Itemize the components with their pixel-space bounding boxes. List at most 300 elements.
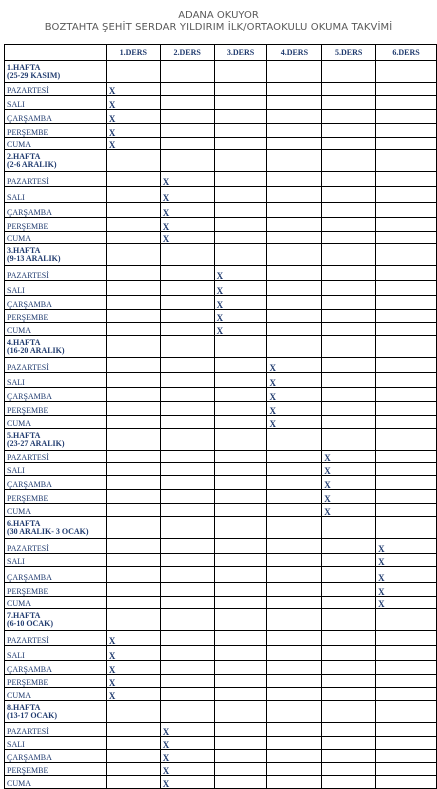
day-row <box>5 737 437 750</box>
day-name-cell: CUMA <box>5 776 107 789</box>
empty-cell <box>267 296 322 310</box>
empty-cell <box>106 172 160 187</box>
reading-mark-cell: X <box>214 296 267 310</box>
column-header-ders-4: 4.DERS <box>267 45 322 61</box>
empty-cell <box>214 776 267 789</box>
empty-cell <box>322 609 376 631</box>
empty-cell <box>160 138 214 150</box>
day-row <box>5 688 437 701</box>
week-label-cell <box>5 517 107 539</box>
day-row <box>5 504 437 517</box>
empty-cell <box>106 244 160 266</box>
week-label: 2.HAFTA <box>7 151 41 161</box>
week-label-cell <box>5 429 107 451</box>
empty-cell <box>376 723 437 737</box>
empty-cell <box>214 609 267 631</box>
empty-cell <box>376 701 437 723</box>
empty-cell <box>376 336 437 358</box>
reading-mark-cell: X <box>214 266 267 281</box>
empty-cell <box>322 138 376 150</box>
week-header-row <box>5 609 437 631</box>
empty-cell <box>267 504 322 517</box>
day-row <box>5 310 437 323</box>
day-name-cell: PERŞEMBE <box>5 675 107 688</box>
empty-cell <box>160 124 214 138</box>
day-row <box>5 296 437 310</box>
day-row <box>5 187 437 203</box>
empty-cell <box>160 539 214 554</box>
empty-cell <box>267 737 322 750</box>
empty-cell <box>214 451 267 463</box>
empty-cell <box>376 776 437 789</box>
empty-cell <box>214 476 267 490</box>
empty-cell <box>106 388 160 402</box>
empty-cell <box>106 763 160 776</box>
empty-cell <box>376 373 437 388</box>
reading-mark-cell: X <box>214 281 267 296</box>
week-label: 6.HAFTA <box>7 518 41 528</box>
empty-cell <box>267 517 322 539</box>
empty-cell <box>267 609 322 631</box>
header-row <box>5 45 437 61</box>
empty-cell <box>214 567 267 583</box>
empty-cell <box>160 110 214 124</box>
empty-cell <box>267 597 322 609</box>
empty-cell <box>214 661 267 675</box>
week-dates: (9-13 ARALIK) <box>7 253 61 263</box>
empty-cell <box>376 232 437 244</box>
empty-cell <box>160 83 214 96</box>
day-row <box>5 388 437 402</box>
day-row <box>5 232 437 244</box>
day-name-cell: PERŞEMBE <box>5 124 107 138</box>
reading-mark-cell: X <box>160 218 214 232</box>
day-name-cell: PERŞEMBE <box>5 218 107 232</box>
reading-mark-cell: X <box>214 310 267 323</box>
day-name-cell: CUMA <box>5 504 107 517</box>
day-row <box>5 583 437 597</box>
reading-mark-cell: X <box>267 373 322 388</box>
reading-mark-cell: X <box>160 172 214 187</box>
empty-cell <box>322 187 376 203</box>
empty-cell <box>106 609 160 631</box>
day-row <box>5 567 437 583</box>
empty-cell <box>214 373 267 388</box>
empty-cell <box>376 281 437 296</box>
empty-cell <box>160 244 214 266</box>
day-row <box>5 83 437 96</box>
day-row <box>5 373 437 388</box>
day-row <box>5 463 437 476</box>
empty-cell <box>376 429 437 451</box>
empty-cell <box>267 323 322 336</box>
empty-cell <box>267 701 322 723</box>
week-dates: (23-27 ARALIK) <box>7 438 65 448</box>
day-row <box>5 675 437 688</box>
week-label-cell <box>5 701 107 723</box>
day-name-cell: CUMA <box>5 416 107 429</box>
empty-cell <box>160 61 214 83</box>
empty-cell <box>322 646 376 661</box>
empty-cell <box>160 490 214 504</box>
empty-cell <box>376 463 437 476</box>
empty-cell <box>160 281 214 296</box>
day-row <box>5 661 437 675</box>
empty-cell <box>160 96 214 110</box>
empty-cell <box>160 416 214 429</box>
day-name-cell: SALI <box>5 281 107 296</box>
empty-cell <box>160 150 214 172</box>
empty-cell <box>376 124 437 138</box>
reading-mark-cell: X <box>376 539 437 554</box>
empty-cell <box>322 675 376 688</box>
empty-cell <box>322 150 376 172</box>
empty-cell <box>106 476 160 490</box>
empty-cell <box>376 476 437 490</box>
empty-cell <box>214 517 267 539</box>
empty-cell <box>214 138 267 150</box>
empty-cell <box>214 631 267 646</box>
empty-cell <box>106 310 160 323</box>
reading-mark-cell: X <box>322 504 376 517</box>
column-header-ders-3: 3.DERS <box>214 45 267 61</box>
day-name-cell: SALI <box>5 737 107 750</box>
empty-cell <box>214 646 267 661</box>
empty-cell <box>376 138 437 150</box>
reading-mark-cell: X <box>106 688 160 701</box>
empty-cell <box>267 661 322 675</box>
week-dates: (25-29 KASIM) <box>7 70 61 80</box>
column-header-ders-1: 1.DERS <box>106 45 160 61</box>
empty-cell <box>106 203 160 218</box>
day-row <box>5 203 437 218</box>
empty-cell <box>322 723 376 737</box>
empty-cell <box>322 554 376 567</box>
day-name-cell: SALI <box>5 187 107 203</box>
empty-cell <box>214 96 267 110</box>
week-label: 1.HAFTA <box>7 62 41 72</box>
empty-cell <box>376 661 437 675</box>
week-header-row <box>5 336 437 358</box>
empty-cell <box>106 336 160 358</box>
reading-mark-cell: X <box>160 232 214 244</box>
empty-cell <box>267 83 322 96</box>
empty-cell <box>267 281 322 296</box>
reading-mark-cell: X <box>106 96 160 110</box>
day-row <box>5 138 437 150</box>
empty-cell <box>160 688 214 701</box>
empty-cell <box>376 172 437 187</box>
empty-cell <box>322 583 376 597</box>
empty-cell <box>322 688 376 701</box>
empty-cell <box>376 96 437 110</box>
empty-cell <box>267 688 322 701</box>
empty-cell <box>376 388 437 402</box>
empty-cell <box>214 61 267 83</box>
empty-cell <box>160 631 214 646</box>
day-name-cell: SALI <box>5 646 107 661</box>
empty-cell <box>160 476 214 490</box>
empty-cell <box>322 597 376 609</box>
day-name-cell: CUMA <box>5 688 107 701</box>
empty-cell <box>267 310 322 323</box>
empty-cell <box>322 373 376 388</box>
empty-cell <box>106 281 160 296</box>
day-row <box>5 490 437 504</box>
empty-cell <box>322 203 376 218</box>
empty-cell <box>376 416 437 429</box>
header-corner-cell <box>5 45 107 61</box>
empty-cell <box>267 583 322 597</box>
empty-cell <box>106 61 160 83</box>
empty-cell <box>267 187 322 203</box>
empty-cell <box>160 388 214 402</box>
week-label: 7.HAFTA <box>7 610 41 620</box>
empty-cell <box>214 504 267 517</box>
week-label-cell <box>5 609 107 631</box>
empty-cell <box>160 310 214 323</box>
day-row <box>5 476 437 490</box>
empty-cell <box>106 416 160 429</box>
empty-cell <box>106 583 160 597</box>
empty-cell <box>160 358 214 373</box>
day-name-cell: PAZARTESİ <box>5 723 107 737</box>
empty-cell <box>106 296 160 310</box>
empty-cell <box>106 554 160 567</box>
empty-cell <box>160 701 214 723</box>
day-row <box>5 723 437 737</box>
empty-cell <box>267 150 322 172</box>
day-name-cell: PAZARTESİ <box>5 266 107 281</box>
reading-mark-cell: X <box>160 750 214 763</box>
empty-cell <box>106 517 160 539</box>
empty-cell <box>322 281 376 296</box>
empty-cell <box>106 539 160 554</box>
week-label-cell <box>5 61 107 83</box>
day-row <box>5 539 437 554</box>
empty-cell <box>214 172 267 187</box>
empty-cell <box>214 675 267 688</box>
reading-mark-cell: X <box>322 463 376 476</box>
empty-cell <box>160 323 214 336</box>
reading-mark-cell: X <box>106 83 160 96</box>
reading-mark-cell: X <box>267 402 322 416</box>
empty-cell <box>267 218 322 232</box>
week-header-row <box>5 701 437 723</box>
week-dates: (13-17 OCAK) <box>7 710 57 720</box>
empty-cell <box>322 631 376 646</box>
empty-cell <box>214 539 267 554</box>
empty-cell <box>376 203 437 218</box>
empty-cell <box>267 138 322 150</box>
empty-cell <box>214 232 267 244</box>
day-row <box>5 416 437 429</box>
empty-cell <box>267 124 322 138</box>
empty-cell <box>106 701 160 723</box>
reading-mark-cell: X <box>376 583 437 597</box>
empty-cell <box>214 124 267 138</box>
empty-cell <box>322 517 376 539</box>
week-label: 5.HAFTA <box>7 430 41 440</box>
week-label-cell <box>5 336 107 358</box>
empty-cell <box>322 296 376 310</box>
empty-cell <box>267 750 322 763</box>
reading-mark-cell: X <box>160 776 214 789</box>
day-name-cell: SALI <box>5 463 107 476</box>
empty-cell <box>322 416 376 429</box>
empty-cell <box>106 451 160 463</box>
day-name-cell: PERŞEMBE <box>5 310 107 323</box>
day-row <box>5 266 437 281</box>
empty-cell <box>160 661 214 675</box>
empty-cell <box>267 763 322 776</box>
empty-cell <box>322 776 376 789</box>
empty-cell <box>106 232 160 244</box>
day-name-cell: ÇARŞAMBA <box>5 110 107 124</box>
day-row <box>5 646 437 661</box>
day-row <box>5 358 437 373</box>
empty-cell <box>214 490 267 504</box>
day-row <box>5 554 437 567</box>
empty-cell <box>106 750 160 763</box>
reading-mark-cell: X <box>160 723 214 737</box>
empty-cell <box>267 490 322 504</box>
day-name-cell: PAZARTESİ <box>5 451 107 463</box>
page-title: ADANA OKUYOR <box>178 10 259 21</box>
empty-cell <box>376 150 437 172</box>
empty-cell <box>267 336 322 358</box>
reading-mark-cell: X <box>106 646 160 661</box>
empty-cell <box>322 110 376 124</box>
empty-cell <box>214 402 267 416</box>
empty-cell <box>376 358 437 373</box>
day-name-cell: SALI <box>5 373 107 388</box>
empty-cell <box>106 597 160 609</box>
empty-cell <box>160 517 214 539</box>
empty-cell <box>106 429 160 451</box>
empty-cell <box>160 266 214 281</box>
page-subtitle: BOZTAHTA ŞEHİT SERDAR YILDIRIM İLK/ORTAOKULU OKUMA TAKVİMİ <box>44 22 393 33</box>
empty-cell <box>160 646 214 661</box>
empty-cell <box>214 723 267 737</box>
empty-cell <box>267 675 322 688</box>
reading-mark-cell: X <box>267 388 322 402</box>
day-row <box>5 96 437 110</box>
reading-mark-cell: X <box>106 661 160 675</box>
week-label: 8.HAFTA <box>7 702 41 712</box>
empty-cell <box>214 750 267 763</box>
empty-cell <box>160 463 214 476</box>
empty-cell <box>214 358 267 373</box>
empty-cell <box>106 266 160 281</box>
empty-cell <box>214 336 267 358</box>
reading-mark-cell: X <box>106 124 160 138</box>
empty-cell <box>376 218 437 232</box>
empty-cell <box>322 737 376 750</box>
empty-cell <box>214 701 267 723</box>
day-name-cell: CUMA <box>5 597 107 609</box>
empty-cell <box>214 187 267 203</box>
day-name-cell: ÇARŞAMBA <box>5 476 107 490</box>
empty-cell <box>267 61 322 83</box>
day-row <box>5 597 437 609</box>
empty-cell <box>376 631 437 646</box>
empty-cell <box>160 567 214 583</box>
week-label: 4.HAFTA <box>7 337 41 347</box>
empty-cell <box>322 96 376 110</box>
reading-schedule-table <box>4 44 437 789</box>
empty-cell <box>376 646 437 661</box>
empty-cell <box>160 451 214 463</box>
day-row <box>5 172 437 187</box>
empty-cell <box>214 388 267 402</box>
day-name-cell: CUMA <box>5 138 107 150</box>
empty-cell <box>160 597 214 609</box>
day-row <box>5 323 437 336</box>
reading-mark-cell: X <box>322 476 376 490</box>
empty-cell <box>214 416 267 429</box>
empty-cell <box>376 737 437 750</box>
week-header-row <box>5 150 437 172</box>
reading-mark-cell: X <box>376 597 437 609</box>
day-name-cell: ÇARŞAMBA <box>5 750 107 763</box>
empty-cell <box>376 110 437 124</box>
empty-cell <box>376 244 437 266</box>
empty-cell <box>376 763 437 776</box>
week-header-row <box>5 517 437 539</box>
day-row <box>5 402 437 416</box>
empty-cell <box>376 187 437 203</box>
empty-cell <box>267 96 322 110</box>
empty-cell <box>322 539 376 554</box>
empty-cell <box>322 388 376 402</box>
empty-cell <box>322 750 376 763</box>
empty-cell <box>267 476 322 490</box>
empty-cell <box>376 504 437 517</box>
empty-cell <box>106 402 160 416</box>
day-name-cell: CUMA <box>5 232 107 244</box>
empty-cell <box>214 203 267 218</box>
empty-cell <box>267 776 322 789</box>
empty-cell <box>376 402 437 416</box>
empty-cell <box>106 490 160 504</box>
empty-cell <box>267 266 322 281</box>
empty-cell <box>267 554 322 567</box>
empty-cell <box>214 429 267 451</box>
reading-mark-cell: X <box>106 110 160 124</box>
day-name-cell: PERŞEMBE <box>5 490 107 504</box>
empty-cell <box>322 661 376 675</box>
week-header-row <box>5 61 437 83</box>
empty-cell <box>322 124 376 138</box>
reading-mark-cell: X <box>322 451 376 463</box>
empty-cell <box>106 567 160 583</box>
day-name-cell: PERŞEMBE <box>5 763 107 776</box>
reading-mark-cell: X <box>106 631 160 646</box>
empty-cell <box>214 110 267 124</box>
empty-cell <box>376 609 437 631</box>
reading-mark-cell: X <box>106 138 160 150</box>
week-label-cell <box>5 150 107 172</box>
empty-cell <box>322 61 376 83</box>
empty-cell <box>322 402 376 416</box>
empty-cell <box>160 296 214 310</box>
empty-cell <box>376 451 437 463</box>
reading-mark-cell: X <box>160 203 214 218</box>
empty-cell <box>106 776 160 789</box>
empty-cell <box>160 402 214 416</box>
day-row <box>5 218 437 232</box>
